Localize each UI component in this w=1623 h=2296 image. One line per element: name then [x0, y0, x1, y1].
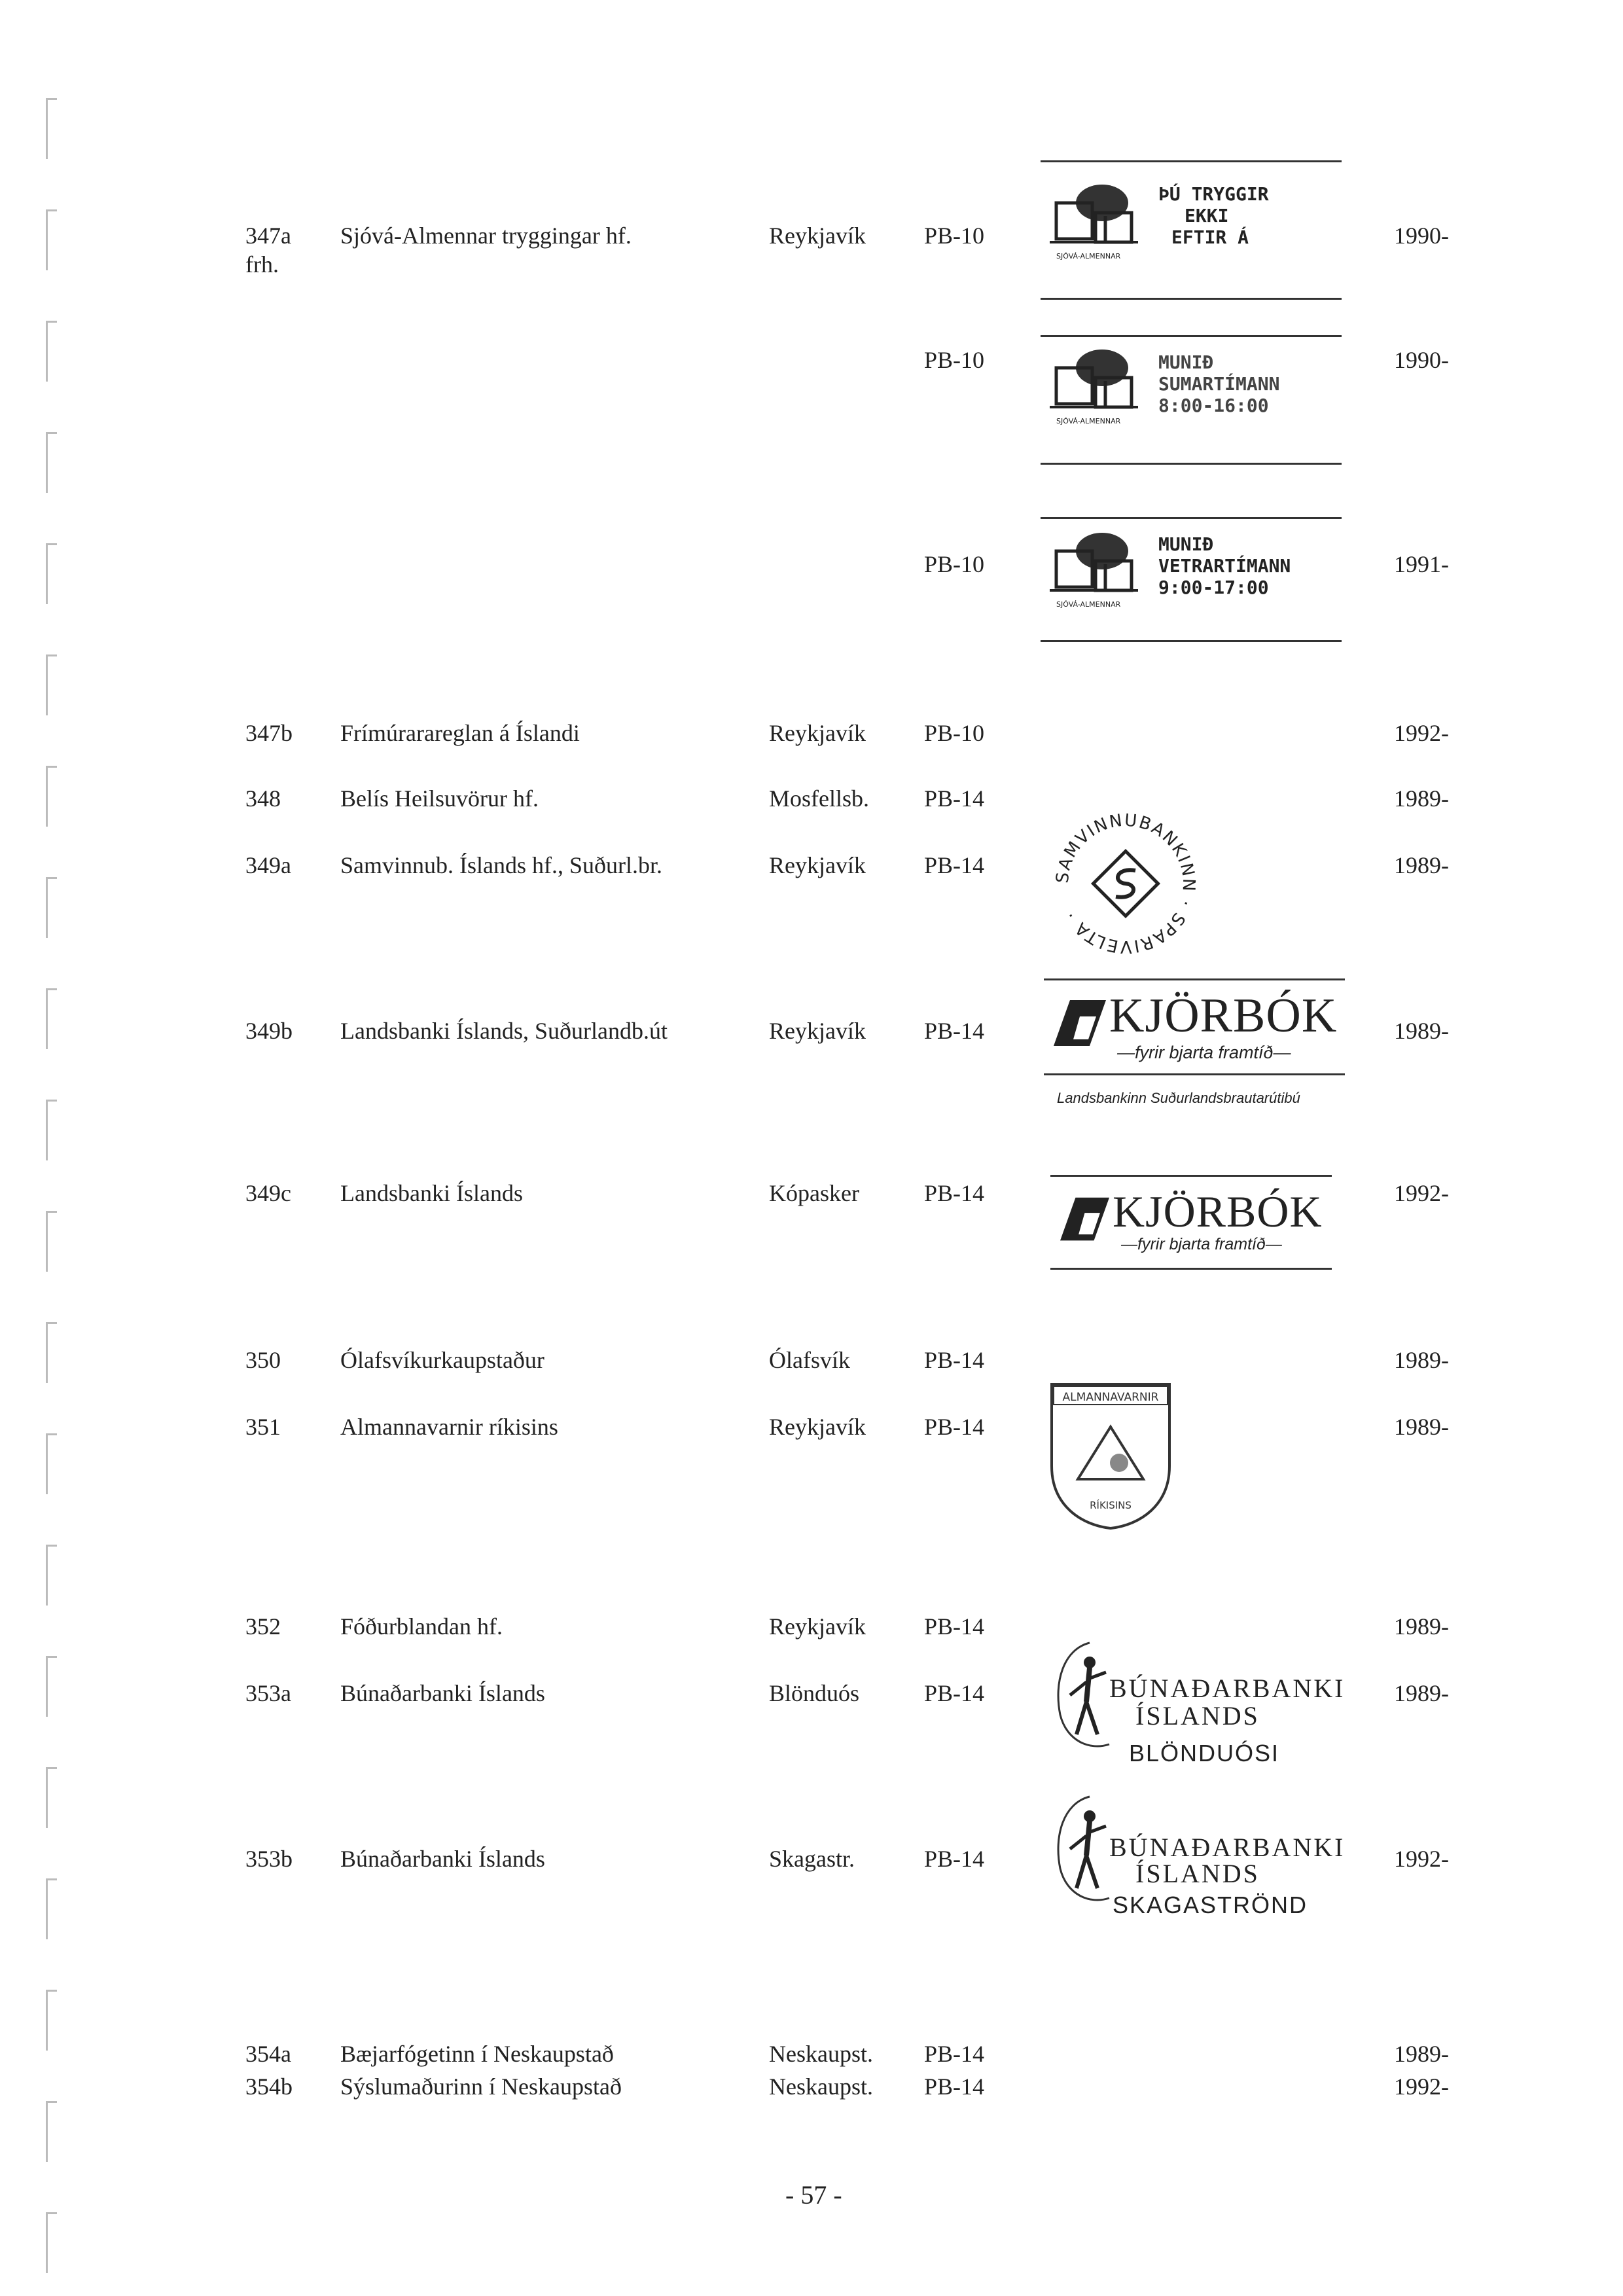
- entry-machine: PB-14: [924, 1846, 985, 1872]
- entry-place: Ólafsvík: [769, 1347, 850, 1373]
- entry-number: 348: [245, 785, 281, 812]
- stamp-slogan: [1158, 351, 1279, 416]
- binder-mark: [46, 1322, 57, 1383]
- postmark-sjova-3: [1041, 517, 1342, 648]
- entry-name: Almannavarnir ríkisins: [340, 1414, 558, 1440]
- binder-mark: [46, 1433, 57, 1494]
- entry-name: Fóðurblandan hf.: [340, 1613, 503, 1640]
- entry-year: 1990-: [1394, 223, 1449, 249]
- slogan-line: SUMARTÍMANN: [1158, 373, 1280, 395]
- binder-mark: [46, 655, 57, 715]
- entry-year: 1991-: [1394, 551, 1449, 577]
- bunadarbanki-country: ÍSLANDS: [1135, 1859, 1260, 1888]
- entry-machine: PB-10: [924, 347, 985, 373]
- entry-name: Landsbanki Íslands, Suðurlandb.út: [340, 1018, 668, 1044]
- sjova-logo-icon: [1043, 525, 1141, 620]
- entry-machine: PB-14: [924, 1613, 985, 1640]
- entry-machine: PB-14: [924, 2073, 985, 2100]
- bunadarbanki-country: ÍSLANDS: [1135, 1701, 1260, 1731]
- svg-text:SAMVINNUBANKINN · SPARIVELTA ·: SAMVINNUBANKINN · SPARIVELTA ·: [1052, 810, 1199, 957]
- entry-year: 1989-: [1394, 1414, 1449, 1440]
- postmark-almannavarnir: [1048, 1381, 1173, 1535]
- entry-machine: PB-14: [924, 1414, 985, 1440]
- sjova-logo-icon: [1043, 342, 1141, 437]
- rule-line: [1041, 463, 1342, 465]
- slogan-line: VETRARTÍMANN: [1158, 555, 1291, 577]
- entry-place: Reykjavík: [769, 720, 866, 746]
- entry-number: 349a: [245, 852, 291, 878]
- binder-mark: [46, 1878, 57, 1939]
- entry-year: 1989-: [1394, 1680, 1449, 1706]
- binder-mark: [46, 2212, 57, 2273]
- entry-year: 1989-: [1394, 1613, 1449, 1640]
- entry-machine: PB-14: [924, 1347, 985, 1373]
- slogan-line: 9:00-17:00: [1158, 577, 1269, 598]
- entry-number: 349c: [245, 1180, 291, 1206]
- slogan-line: ÞÚ TRYGGIR: [1158, 183, 1269, 205]
- entry-place: Kópasker: [769, 1180, 859, 1206]
- rule-line: [1041, 335, 1342, 337]
- entry-place: Reykjavík: [769, 223, 866, 249]
- entry-number: 354b: [245, 2073, 293, 2100]
- entry-number: 351: [245, 1414, 281, 1440]
- entry-name: Bæjarfógetinn í Neskaupstað: [340, 2041, 614, 2067]
- entry-machine: PB-10: [924, 223, 985, 249]
- binder-mark: [46, 1100, 57, 1160]
- entry-place: Reykjavík: [769, 1018, 866, 1044]
- rule-line: [1050, 1175, 1332, 1177]
- binder-mark: [46, 1656, 57, 1717]
- continued-marker: frh.: [245, 251, 279, 278]
- slogan-line: MUNIÐ: [1158, 351, 1214, 373]
- civil-defense-shield-icon: [1048, 1381, 1173, 1532]
- entry-number: 347a: [245, 223, 291, 249]
- entry-name: Frímúrarareglan á Íslandi: [340, 720, 580, 746]
- entry-place: Neskaupst.: [769, 2041, 873, 2067]
- entry-year: 1989-: [1394, 2041, 1449, 2067]
- entry-place: Reykjavík: [769, 852, 866, 878]
- postmark-bunadarbanki-skagastrond: [1050, 1790, 1346, 1934]
- bunadarbanki-name: BÚNAÐARBANKI: [1109, 1833, 1346, 1862]
- postmark-samvinnubanki: [1047, 805, 1204, 965]
- entry-name: Samvinnub. Íslands hf., Suðurl.br.: [340, 852, 662, 878]
- entry-year: 1992-: [1394, 2073, 1449, 2100]
- postmark-sjova-2: [1041, 335, 1342, 473]
- slogan-line: EKKI: [1185, 205, 1229, 226]
- rule-line: [1041, 517, 1342, 519]
- binder-mark: [46, 766, 57, 827]
- binder-mark: [46, 1767, 57, 1828]
- entry-number: 352: [245, 1613, 281, 1640]
- entry-place: Blönduós: [769, 1680, 860, 1706]
- slogan-line: EFTIR Á: [1171, 226, 1249, 248]
- svg-text:SJÓVÁ-ALMENNAR: SJÓVÁ-ALMENNAR: [1056, 252, 1121, 260]
- entry-place: Reykjavík: [769, 1414, 866, 1440]
- binder-mark: [46, 988, 57, 1049]
- landsbanki-logo-icon: [1057, 1194, 1113, 1247]
- svg-text:SJÓVÁ-ALMENNAR: SJÓVÁ-ALMENNAR: [1056, 600, 1121, 609]
- entry-name: Búnaðarbanki Íslands: [340, 1680, 545, 1706]
- entry-machine: PB-14: [924, 852, 985, 878]
- rule-line: [1041, 160, 1342, 162]
- binder-mark: [46, 1990, 57, 2051]
- entry-machine: PB-10: [924, 720, 985, 746]
- rule-line: [1041, 640, 1342, 642]
- binder-mark: [46, 1211, 57, 1272]
- stamp-slogan: [1158, 533, 1291, 598]
- postmark-kjorbok-1: [1044, 978, 1345, 1129]
- binder-mark: [46, 209, 57, 270]
- entry-year: 1989-: [1394, 1347, 1449, 1373]
- entry-place: Reykjavík: [769, 1613, 866, 1640]
- kjorbok-subtitle: —fyrir bjarta framtíð—: [1117, 1043, 1291, 1062]
- binder-mark: [46, 432, 57, 493]
- kjorbok-title: KJÖRBÓK: [1113, 1187, 1323, 1236]
- slogan-line: MUNIÐ: [1158, 533, 1214, 555]
- entry-year: 1989-: [1394, 852, 1449, 878]
- binder-mark: [46, 98, 57, 159]
- svg-text:SJÓVÁ-ALMENNAR: SJÓVÁ-ALMENNAR: [1056, 417, 1121, 425]
- entry-name: Belís Heilsuvörur hf.: [340, 785, 539, 812]
- entry-name: Sýslumaðurinn í Neskaupstað: [340, 2073, 622, 2100]
- entry-year: 1989-: [1394, 785, 1449, 812]
- kjorbok-branch: Landsbankinn Suðurlandsbrautarútibú: [1057, 1090, 1300, 1106]
- entry-year: 1992-: [1394, 720, 1449, 746]
- entry-number: 347b: [245, 720, 293, 746]
- binder-mark: [46, 1545, 57, 1605]
- page-number: - 57 -: [785, 2180, 842, 2210]
- bunadarbanki-branch: SKAGASTRÖND: [1113, 1892, 1308, 1918]
- samvinnubanki-seal-icon: [1047, 805, 1204, 962]
- entry-number: 349b: [245, 1018, 293, 1044]
- entry-year: 1992-: [1394, 1846, 1449, 1872]
- landsbanki-logo-icon: [1050, 997, 1109, 1052]
- entry-machine: PB-14: [924, 2041, 985, 2067]
- entry-name: Landsbanki Íslands: [340, 1180, 523, 1206]
- binder-mark: [46, 321, 57, 382]
- kjorbok-subtitle: —fyrir bjarta framtíð—: [1121, 1235, 1282, 1253]
- entry-machine: PB-14: [924, 1180, 985, 1206]
- rule-line: [1050, 1268, 1332, 1270]
- entry-machine: PB-14: [924, 1680, 985, 1706]
- svg-text:RÍKISINS: RÍKISINS: [1090, 1499, 1132, 1511]
- entry-year: 1989-: [1394, 1018, 1449, 1044]
- entry-name: Búnaðarbanki Íslands: [340, 1846, 545, 1872]
- kjorbok-title: KJÖRBÓK: [1109, 989, 1338, 1043]
- postmark-kjorbok-2: [1050, 1175, 1332, 1280]
- postmark-sjova-1: [1041, 160, 1342, 304]
- entry-number: 354a: [245, 2041, 291, 2067]
- slogan-line: 8:00-16:00: [1158, 395, 1269, 416]
- bunadarbanki-name: BÚNAÐARBANKI: [1109, 1674, 1346, 1703]
- rule-line: [1044, 1073, 1345, 1075]
- entry-machine: PB-14: [924, 785, 985, 812]
- entry-place: Neskaupst.: [769, 2073, 873, 2100]
- entry-number: 353a: [245, 1680, 291, 1706]
- entry-number: 350: [245, 1347, 281, 1373]
- postmark-bunadarbanki-blonduos: [1050, 1636, 1346, 1787]
- binder-mark: [46, 877, 57, 938]
- stamp-slogan: [1158, 183, 1269, 248]
- svg-text:ALMANNAVARNIR: ALMANNAVARNIR: [1062, 1391, 1159, 1404]
- entry-name: Ólafsvíkurkaupstaður: [340, 1347, 544, 1373]
- entry-place: Mosfellsb.: [769, 785, 869, 812]
- binder-mark: [46, 2101, 57, 2162]
- entry-year: 1990-: [1394, 347, 1449, 373]
- entry-name: Sjóvá-Almennar tryggingar hf.: [340, 223, 632, 249]
- sjova-logo-icon: [1043, 177, 1141, 272]
- entry-number: 353b: [245, 1846, 293, 1872]
- entry-year: 1992-: [1394, 1180, 1449, 1206]
- rule-line: [1041, 298, 1342, 300]
- binder-mark: [46, 543, 57, 604]
- rule-line: [1044, 978, 1345, 980]
- entry-machine: PB-10: [924, 551, 985, 577]
- entry-machine: PB-14: [924, 1018, 985, 1044]
- entry-place: Skagastr.: [769, 1846, 855, 1872]
- bunadarbanki-branch: BLÖNDUÓSI: [1129, 1740, 1280, 1767]
